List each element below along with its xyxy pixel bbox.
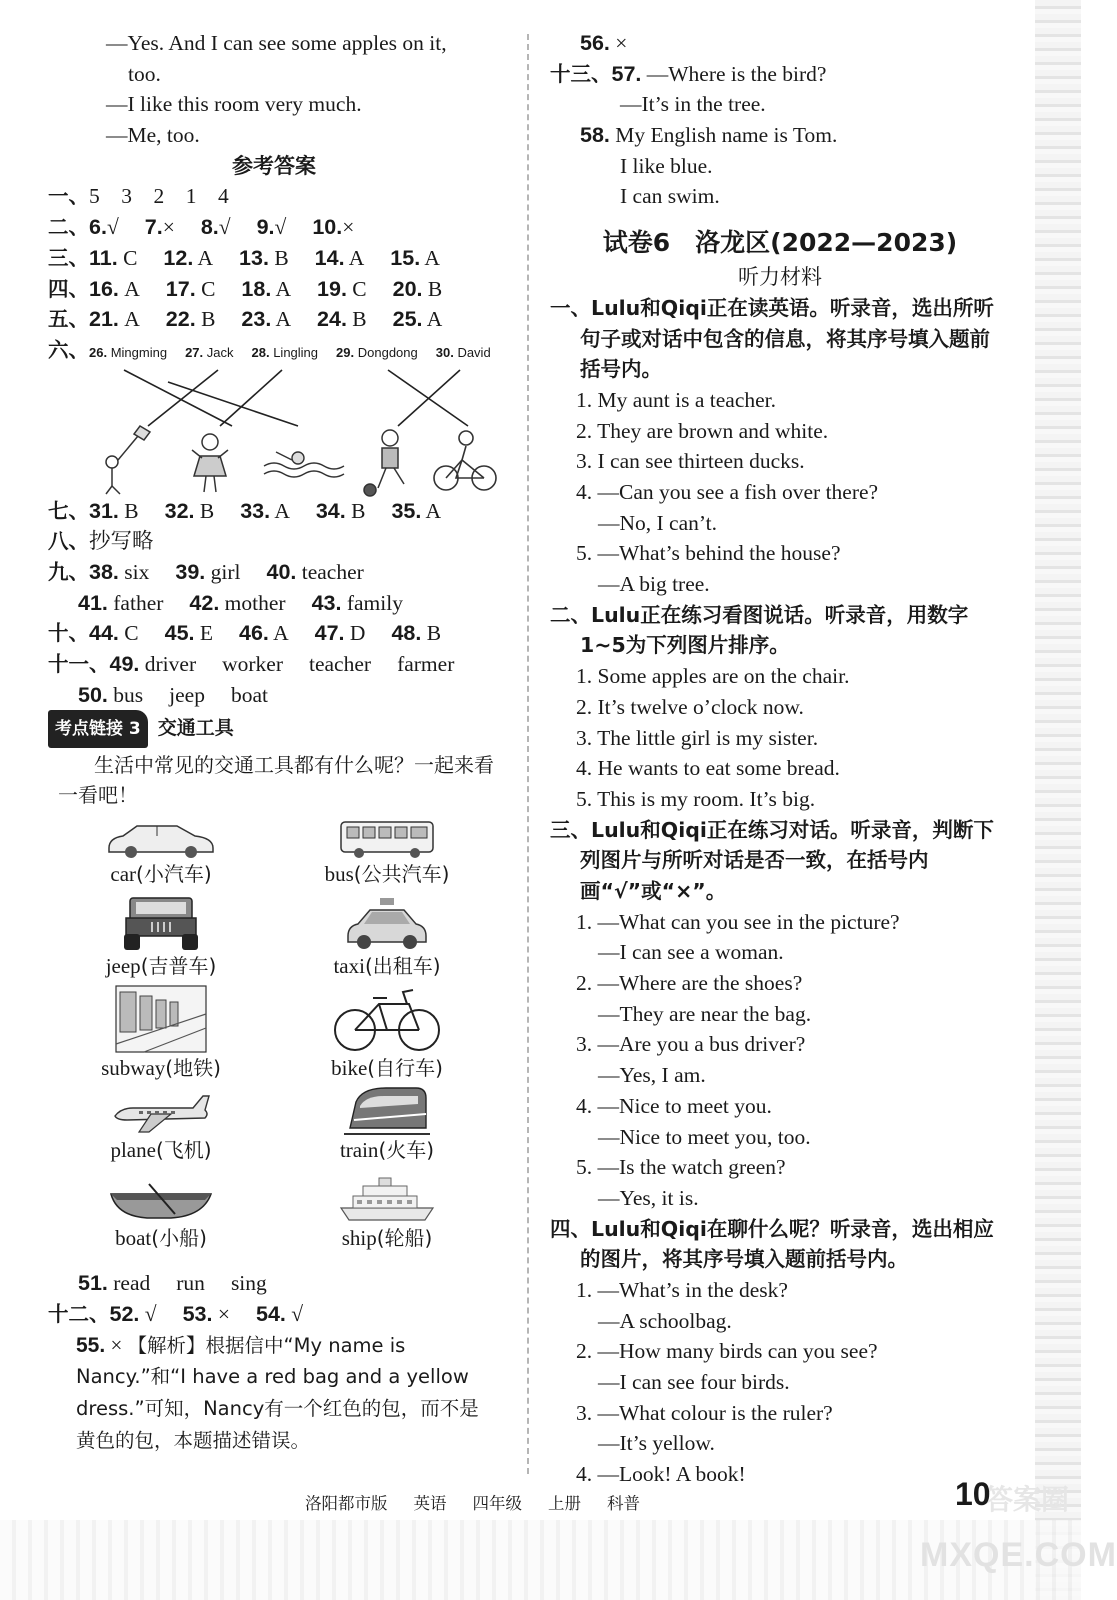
topic-link-header bbox=[48, 710, 500, 744]
dialog-line: too. bbox=[128, 61, 161, 86]
footer-grade: 四年级 bbox=[472, 1494, 522, 1513]
footer-subject: 英语 bbox=[413, 1494, 447, 1513]
topic-label: 交通工具 bbox=[157, 717, 234, 740]
girl-picture bbox=[192, 434, 228, 492]
vehicle-train: train(火车) bbox=[274, 1082, 500, 1164]
answer-row-9b: 41. father 42. mother 43. family bbox=[78, 590, 403, 615]
vehicle-grid bbox=[48, 814, 500, 1252]
answer-56: 56. × bbox=[580, 31, 628, 55]
answer-row-2: 二、6.√ 7.× 8.√ 9.√ 10.× bbox=[48, 215, 355, 240]
vehicle-plane: plane(飞机) bbox=[48, 1082, 274, 1164]
answer-58: 58. My English name is Tom. bbox=[580, 123, 838, 148]
left-column bbox=[48, 28, 500, 1457]
part1-lines: 1. My aunt is a teacher. 2. They are brown and white. 3. I can see thirteen ducks. 4. —Can you see a fish over there? —No, I can’t. 5. —What’s behind the house? —A big tree. bbox=[576, 387, 879, 597]
plane-icon bbox=[111, 1090, 211, 1136]
topic-badge: 考点链接 3 bbox=[48, 710, 148, 748]
ship-icon bbox=[339, 1176, 435, 1224]
bottom-decoration bbox=[0, 1520, 1081, 1600]
answer-57-line: —It’s in the tree. bbox=[620, 92, 766, 117]
footer-volume: 上册 bbox=[548, 1494, 581, 1513]
football-kid-picture bbox=[364, 430, 404, 496]
answer-row-4: 四、16. A 17. C 18. A 19. C 20. B bbox=[48, 276, 443, 301]
vehicle-taxi: taxi(出租车) bbox=[274, 888, 500, 980]
swimmer-picture bbox=[264, 452, 344, 477]
answer-row-3: 三、11. C 12. A 13. B 14. A 15. A bbox=[48, 245, 440, 270]
taxi-icon bbox=[342, 896, 432, 952]
vehicle-bike: bike(自行车) bbox=[274, 980, 500, 1082]
answer-row-12: 十二、52. √ 53. × 54. √ bbox=[48, 1302, 304, 1327]
listening-title: 听力材料 bbox=[738, 265, 822, 290]
vehicle-car: car(小汽车) bbox=[48, 814, 274, 888]
kite-kid-picture bbox=[106, 426, 150, 494]
subway-icon bbox=[114, 984, 208, 1054]
bike-icon bbox=[331, 984, 443, 1054]
footer-edition: 洛阳都市版 bbox=[305, 1494, 388, 1513]
matching-lines bbox=[48, 366, 500, 496]
answer-row-10: 十、44. C 45. E 46. A 47. D 48. B bbox=[48, 621, 442, 646]
page-number: 10 bbox=[955, 1476, 991, 1512]
answer-row-8: 八、抄写略 bbox=[48, 529, 154, 555]
answer-row-1: 一、5 3 2 1 4 bbox=[48, 184, 229, 209]
part4-instruction: 四、Lulu和Qiqi在聊什么呢？听录音，选出相应的图片，将其序号填入题前括号内。 bbox=[550, 1216, 994, 1272]
dialog-line: —Yes. And I can see some apples on it, bbox=[106, 31, 447, 55]
part2-instruction: 二、Lulu正在练习看图说话。听录音，用数字1~5为下列图片排序。 bbox=[550, 602, 969, 658]
q55-explanation: 【解析】根据信中“My name is Nancy.”和“I have a red bag and a yellow dress.”可知，Nancy有一个红色的包，而不是黄色的包，本题描述错误。 bbox=[76, 1333, 479, 1452]
car-icon bbox=[105, 820, 217, 860]
watermark-text: MXQE.COM bbox=[920, 1536, 1117, 1574]
watermark-logo: 答案圈 bbox=[985, 1483, 1070, 1516]
part3-lines: 1. —What can you see in the picture? —I can see a woman. 2. —Where are the shoes? —They are near the bag. 3. —Are you a bus driver? —Yes, I am. 4. —Nice to meet you. —Nice to meet you, too. 5. —Is the watch green? —Yes, it is. bbox=[576, 909, 900, 1210]
page-footer bbox=[305, 1490, 725, 1514]
answers-title: 参考答案 bbox=[232, 153, 316, 178]
vehicle-jeep: jeep(吉普车) bbox=[48, 888, 274, 980]
match-line bbox=[398, 370, 460, 426]
train-icon bbox=[344, 1084, 430, 1136]
answer-row-6: 六、26. Mingming 27. Jack 28. Lingling 29. Dongdong 30. David bbox=[48, 337, 491, 362]
part4-lines: 1. —What’s in the desk? —A schoolbag. 2. —How many birds can you see? —I can see four birds. 3. —What colour is the ruler? —It’s yellow. 4. —Look! A book! bbox=[576, 1277, 878, 1487]
answer-row-11: 十一、49. driver worker teacher farmer bbox=[48, 652, 455, 676]
part1-instruction: 一、Lulu和Qiqi正在读英语。听录音，选出所听句子或对话中包含的信息，将其序号填入题前括号内。 bbox=[550, 295, 994, 382]
answer-58-line: I can swim. bbox=[620, 184, 720, 209]
page-edge-decoration bbox=[1035, 0, 1081, 1600]
footer-publisher: 科普 bbox=[607, 1494, 640, 1513]
right-column bbox=[550, 28, 1010, 1490]
match-line bbox=[148, 370, 218, 426]
answer-row-11b: 50. bus jeep boat bbox=[78, 682, 268, 707]
answer-row-5: 五、21. A 22. B 23. A 24. B 25. A bbox=[48, 307, 443, 332]
answer-row-51: 51. read run sing bbox=[78, 1271, 267, 1296]
answer-row-9: 九、38. six 39. girl 40. teacher bbox=[48, 559, 364, 584]
vehicle-ship: ship(轮船) bbox=[274, 1164, 500, 1252]
jeep-icon bbox=[120, 892, 202, 952]
vehicle-bus: bus(公共汽车) bbox=[274, 814, 500, 888]
part2-lines: 1. Some apples are on the chair. 2. It’s twelve o’clock now. 3. The little girl is my sister. 4. He wants to eat some bread. 5. This is my room. It’s big. bbox=[576, 664, 850, 811]
column-divider bbox=[527, 34, 529, 1474]
dialog-line: —I like this room very much. bbox=[106, 92, 362, 117]
part3-instruction: 三、Lulu和Qiqi正在练习对话。听录音，判断下列图片与所听对话是否一致，在括号内画“√”或“×”。 bbox=[550, 817, 994, 903]
answer-57: 十三、57. —Where is the bird? bbox=[550, 61, 827, 86]
match-line bbox=[168, 382, 298, 426]
dialog-line: —Me, too. bbox=[106, 123, 200, 148]
paper-title: 试卷6 洛龙区(2022—2023) bbox=[602, 228, 958, 258]
vehicle-subway: subway(地铁) bbox=[48, 980, 274, 1082]
bus-icon bbox=[337, 818, 437, 860]
boat-icon bbox=[109, 1180, 213, 1224]
bike-kid-picture bbox=[434, 431, 496, 490]
question-55: 55. × 【解析】根据信中“My name is Nancy.”和“I have a red bag and a yellow dress.”可知，Nancy有一个红色的包，而不是黄色的包，本题描述错误。 bbox=[76, 1332, 479, 1452]
matching-diagram bbox=[48, 366, 500, 496]
topic-intro: 生活中常见的交通工具都有什么呢？一起来看一看吧！ bbox=[58, 753, 494, 808]
answer-58-line: I like blue. bbox=[620, 153, 713, 178]
answer-row-7: 七、31. B 32. B 33. A 34. B 35. A bbox=[48, 498, 442, 523]
vehicle-boat: boat(小船) bbox=[48, 1164, 274, 1252]
